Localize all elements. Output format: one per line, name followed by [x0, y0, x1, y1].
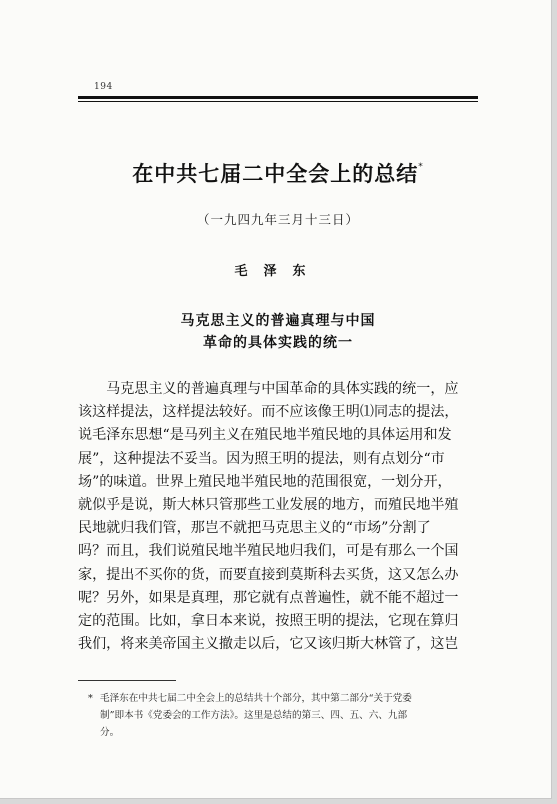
- footnote-marker: *: [88, 693, 93, 704]
- article-title: [78, 158, 478, 188]
- body-line: 场”的味道。世界上殖民地半殖民地的范围很宽，一划分开，: [78, 473, 452, 490]
- section-heading-line-1: 马克思主义的普遍真理与中国: [180, 313, 376, 329]
- body-line: 马克思主义的普遍真理与中国革命的具体实践的统一，应: [78, 381, 459, 397]
- body-line: 呢？另外，如果是真理，那它就有点普遍性，就不能不超过一: [78, 589, 459, 606]
- body-line: 展”，这种提法不妥当。因为照王明的提法，则有点划分“市: [78, 450, 445, 467]
- body-line: 定的范围。比如，拿日本来说，按照王明的提法，它现在算归: [78, 612, 459, 629]
- body-line: 说毛泽东思想“是马列主义在殖民地半殖民地的具体运用和发: [78, 427, 452, 444]
- footnote: [88, 690, 478, 741]
- header-rule-thin: [78, 101, 478, 102]
- body-line: 就似乎是说，斯大林只管那些工业发展的地方，而殖民地半殖: [78, 496, 459, 513]
- header-rule-thick: [78, 96, 478, 99]
- body-line: 我们，将来美帝国主义撤走以后，它又该归斯大林管了，这岂: [78, 636, 459, 653]
- body-line: 吗？而且，我们说殖民地半殖民地归我们，可是有那么一个国: [78, 543, 459, 560]
- body-line: 民地就归我们管，那岂不就把马克思主义的“市场”分割了: [78, 520, 431, 537]
- footnote-line: 分。: [100, 727, 120, 738]
- title-footnote-marker: *: [418, 162, 424, 172]
- footnote-line: 毛泽东在中共七届二中全会上的总结共十个部分，其中第二部分“关于党委: [100, 693, 412, 704]
- article-title-text: 在中共七届二中全会上的总结: [132, 162, 419, 186]
- article-author: 毛泽东: [234, 264, 322, 279]
- footnote-line: 制”即本书《党委会的工作方法》。这里是总结的第三、四、五、六、九部: [100, 710, 408, 721]
- body-line: 家，提出不买你的货，而要直接到莫斯科去买货，这又怎么办: [78, 566, 459, 583]
- page-number: 194: [94, 82, 113, 92]
- footnote-divider: [78, 680, 176, 681]
- article-date: （一九四九年三月十三日）: [196, 212, 359, 227]
- body-line: 该这样提法，这样提法较好。而不应该像王明⑴同志的提法，: [78, 404, 459, 421]
- body-text: [78, 378, 478, 656]
- section-heading-line-2: 革命的具体实践的统一: [203, 335, 353, 351]
